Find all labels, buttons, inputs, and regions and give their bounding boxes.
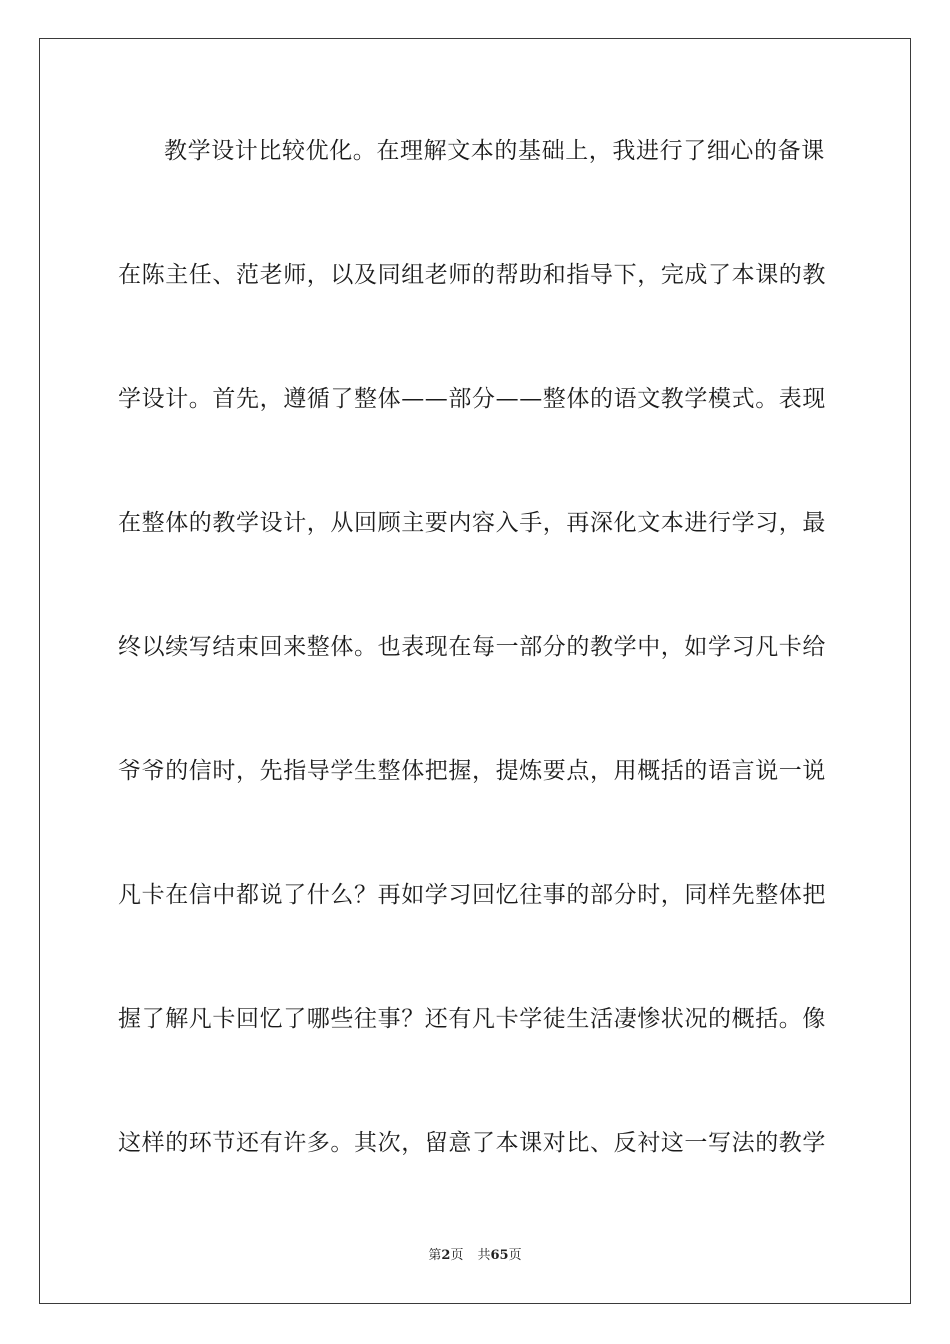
page-suffix: 页 xyxy=(450,1248,464,1263)
paragraph-line: 凡卡在信中都说了什么？再如学习回忆往事的部分时，同样先整体把 xyxy=(118,882,826,908)
paragraph-line: 爷爷的信时，先指导学生整体把握，提炼要点，用概括的语言说一说 xyxy=(118,758,826,784)
paragraph-line: 握了解凡卡回忆了哪些往事？还有凡卡学徒生活凄惨状况的概括。像 xyxy=(118,1006,826,1032)
total-pages: 65 xyxy=(490,1248,509,1263)
page-border xyxy=(39,38,911,1304)
paragraph-line: 这样的环节还有许多。其次，留意了本课对比、反衬这一写法的教学 xyxy=(118,1130,826,1156)
paragraph-line: 终以续写结束回来整体。也表现在每一部分的教学中，如学习凡卡给 xyxy=(118,634,826,660)
paragraph-line: 在整体的教学设计，从回顾主要内容入手，再深化文本进行学习，最 xyxy=(118,510,826,536)
paragraph-line: 在陈主任、范老师，以及同组老师的帮助和指导下，完成了本课的教 xyxy=(118,262,826,288)
total-suffix: 页 xyxy=(508,1248,522,1263)
paragraph-line: 学设计。首先，遵循了整体——部分——整体的语文教学模式。表现 xyxy=(118,386,826,412)
page-prefix: 第 xyxy=(428,1248,442,1263)
page-footer xyxy=(0,1248,950,1264)
total-prefix: 共 xyxy=(477,1248,491,1263)
paragraph-line: 教学设计比较优化。在理解文本的基础上，我进行了细心的备课 xyxy=(164,138,825,164)
page-number: 2 xyxy=(441,1248,451,1263)
